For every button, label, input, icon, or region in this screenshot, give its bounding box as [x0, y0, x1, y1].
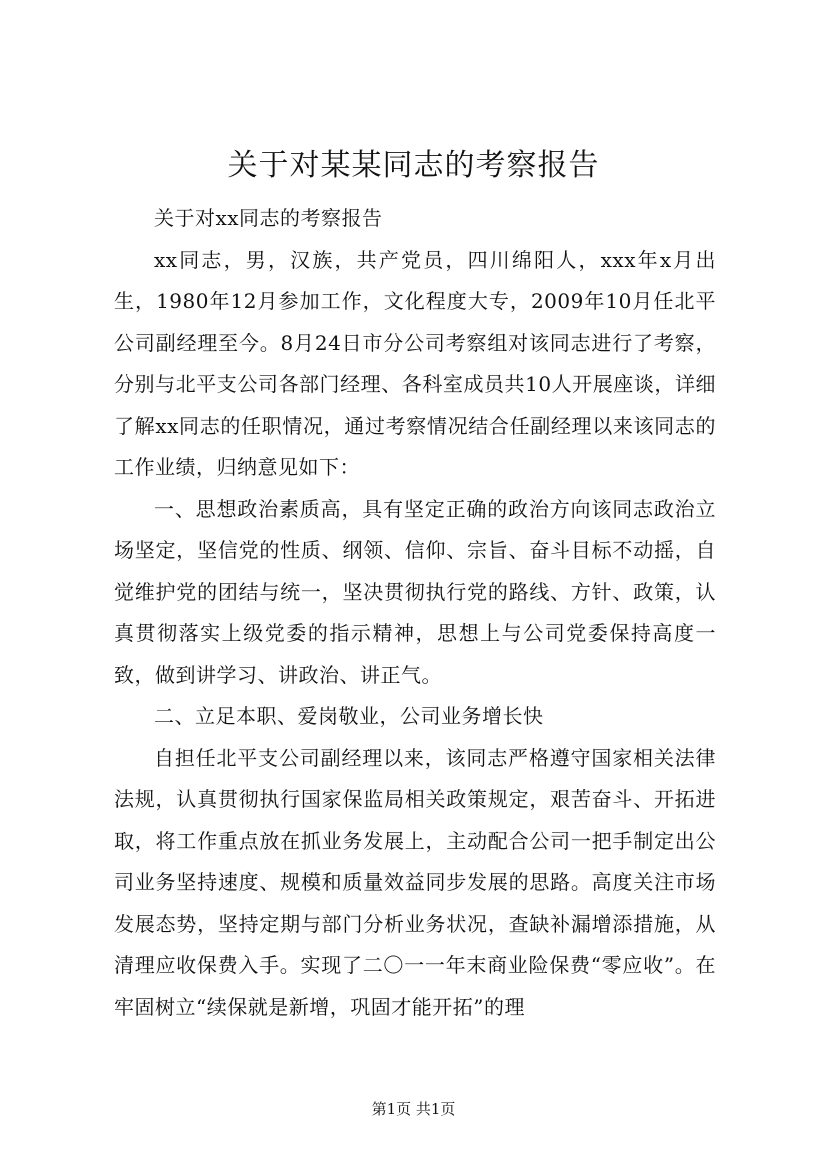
paragraph-subtitle: 关于对xx同志的考察报告	[154, 206, 383, 230]
document-body	[114, 198, 716, 1028]
paragraph-political-quality: 一、思想政治素质高，具有坚定正确的政治方向该同志政治立场坚定，坚信党的性质、纲领、信仰、宗旨、奋斗目标不动摇，自觉维护党的团结与统一，坚决贯彻执行党的路线、方针、政策，认真贯彻落实上级党委的指示精神，思想上与公司党委保持高度一致，做到讲学习、讲政治、讲正气。	[114, 496, 716, 687]
paragraph-section-heading: 二、立足本职、爱岗敬业，公司业务增长快	[154, 704, 544, 728]
paragraph-work-performance: 自担任北平支公司副经理以来，该同志严格遵守国家相关法律法规，认真贯彻执行国家保监局相关政策规定，艰苦奋斗、开拓进取，将工作重点放在抓业务发展上，主动配合公司一把手制定出公司业务坚持速度、规模和质量效益同步发展的思路。高度关注市场发展态势，坚持定期与部门分析业务状况，查缺补漏增添措施，从清理应收保费入手。实现了二〇一一年末商业险保费“零应收”。在牢固树立“续保就是新增，巩固才能开拓”的理	[114, 745, 716, 1019]
page-footer: 第1页 共1页	[371, 1100, 456, 1118]
paragraph-introduction: xx同志，男，汉族，共产党员，四川绵阳人，xxx年x月出生，1980年12月参加工作，文化程度大专，2009年10月任北平公司副经理至今。8月24日市分公司考察组对该同志进行了考察，分别与北平支公司各部门经理、各科室成员共10人开展座谈，详细了解xx同志的任职情况，通过考察情况结合任副经理以来该同志的工作业绩，归纳意见如下：	[114, 247, 716, 479]
document-title: 关于对某某同志的考察报告	[227, 148, 600, 183]
